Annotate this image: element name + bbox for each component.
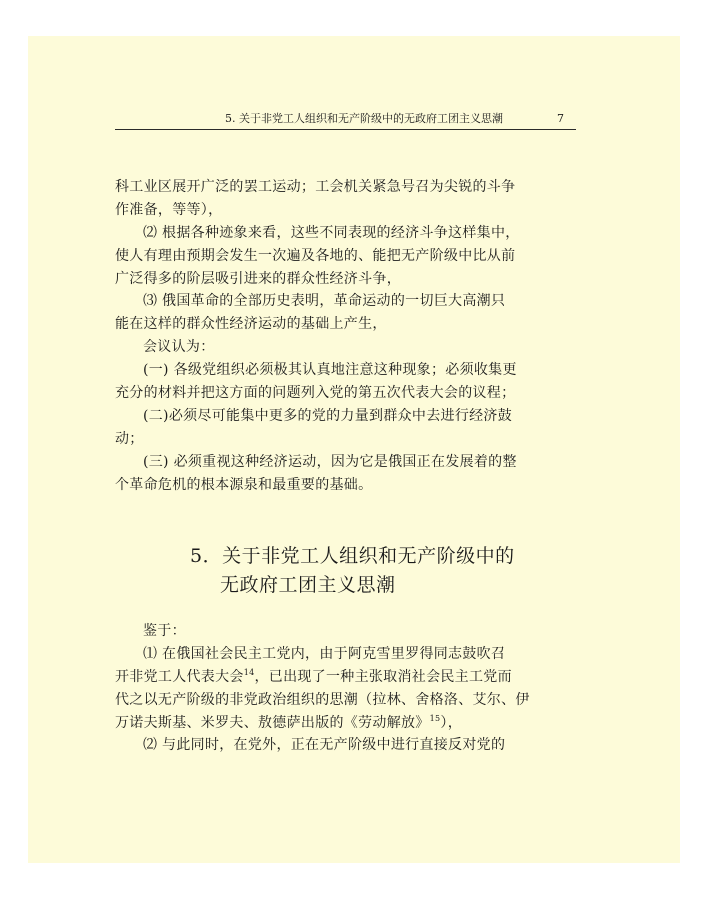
text-line: 鉴于： — [143, 623, 186, 639]
running-header-title: 5. 关于非党工人组织和无产阶级中的无政府工团主义思潮 — [225, 112, 503, 125]
text-line — [115, 712, 576, 735]
text-fragment: 万诺夫斯基、米罗夫、敖德萨出版的《劳动解放》 — [115, 714, 430, 731]
text-line: 能在这样的群众性经济运动的基础上产生， — [115, 316, 387, 333]
text-line: 动； — [115, 430, 144, 447]
text-line: 作准备，等等）， — [115, 201, 223, 218]
footnote-ref: 14 — [243, 667, 255, 677]
text-line: ⑵ 与此同时，在党外，正在无产阶级中进行直接反对党的 — [143, 737, 506, 754]
text-line: ⑶ 俄国革命的全部历史表明，革命运动的一切巨大高潮只 — [143, 293, 506, 310]
text-line: 个革命危机的根本源泉和最重要的基础。 — [115, 476, 373, 493]
body-text-top — [115, 176, 576, 496]
section-heading — [190, 542, 515, 600]
body-text-bottom — [115, 620, 576, 757]
text-line: 充分的材料并把这方面的问题列入党的第五次代表大会的议程； — [115, 385, 516, 402]
footnote-ref: 15 — [429, 713, 441, 723]
text-line: (一) 各级党组织必须极其认真地注意这种现象；必须收集更 — [143, 362, 517, 379]
text-line: 会议认为： — [143, 339, 215, 356]
running-header — [115, 109, 576, 130]
text-line: 代之以无产阶级的非党政治组织的思潮（拉林、舍格洛、艾尔、伊 — [115, 691, 530, 708]
section-heading-line-2: 无政府工团主义思潮 — [220, 574, 396, 596]
text-fragment: ，已出现了一种主张取消社会民主工党而 — [254, 668, 512, 685]
text-line: ⑴ 在俄国社会民主工党内，由于阿克雪里罗得同志鼓吹召 — [143, 645, 506, 662]
text-line: 使人有理由预期会发生一次遍及各地的、能把无产阶级中比从前 — [115, 247, 516, 264]
text-line: (三) 必须重视这种经济运动，因为它是俄国正在发展着的整 — [143, 453, 517, 470]
text-line: 科工业区展开广泛的罢工运动；工会机关紧急号召为尖锐的斗争 — [115, 179, 516, 195]
text-line: (二)必须尽可能集中更多的党的力量到群众中去进行经济鼓 — [143, 407, 513, 424]
section-heading-line-1: 5．关于非党工人组织和无产阶级中的 — [190, 545, 515, 567]
page-number: 7 — [557, 112, 564, 125]
text-line — [115, 666, 576, 689]
text-fragment: ）， — [440, 714, 462, 731]
text-fragment: 开非党工人代表大会 — [115, 668, 244, 685]
text-line: 广泛得多的阶层吸引进来的群众性经济斗争， — [115, 270, 401, 287]
text-line: ⑵ 根据各种迹象来看，这些不同表现的经济斗争这样集中， — [143, 224, 520, 241]
